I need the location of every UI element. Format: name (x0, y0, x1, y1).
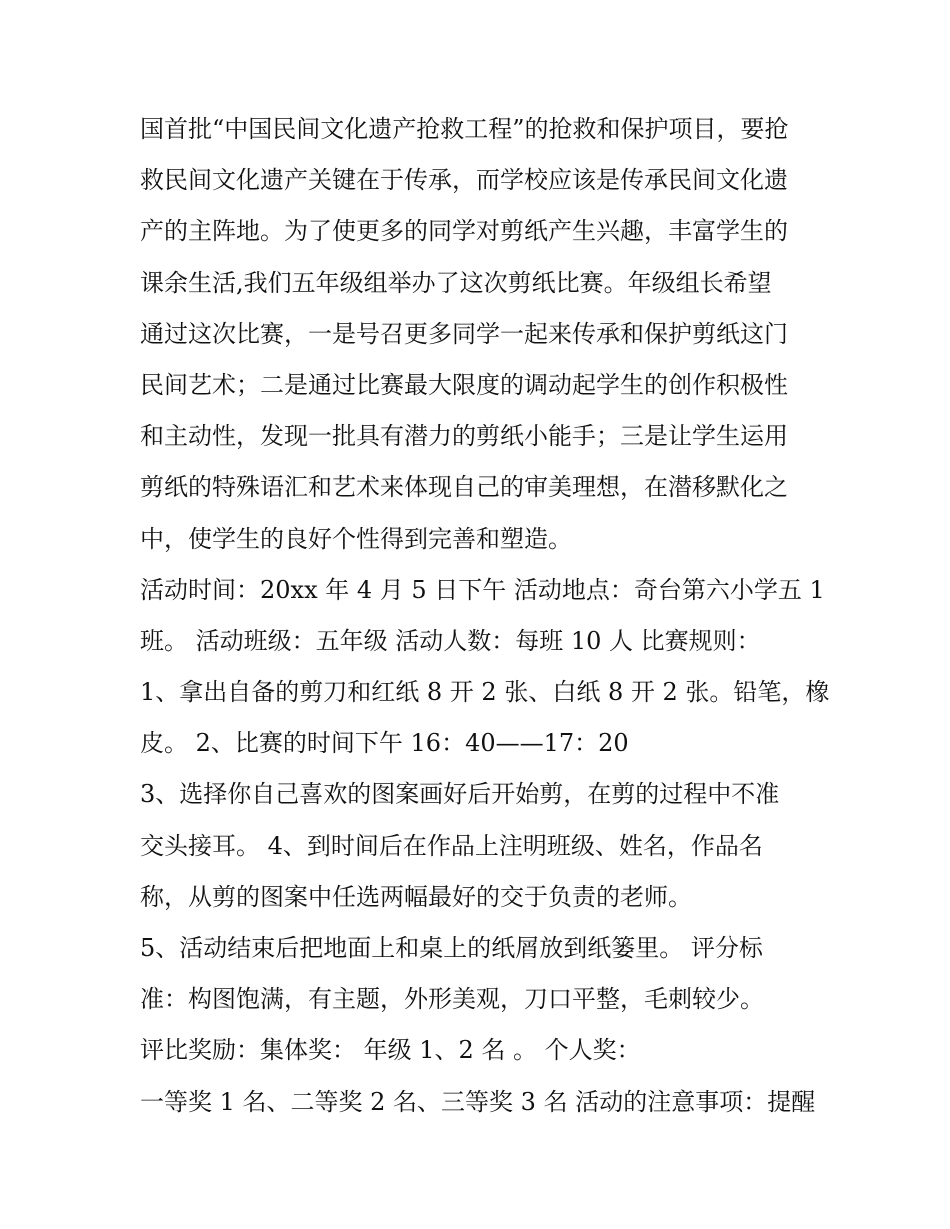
text-line: 救民间文化遗产关键在于传承，而学校应该是传承民间文化遗 (140, 166, 788, 195)
text-line: 民间艺术；二是通过比赛最大限度的调动起学生的创作积极性 (140, 370, 788, 399)
text-line: 交头接耳。 4、到时间后在作品上注明班级、姓名，作品名 (140, 831, 763, 860)
text-line: 和主动性，发现一批具有潜力的剪纸小能手；三是让学生运用 (140, 422, 788, 451)
text-line: 课余生活,我们五年级组举办了这次剪纸比赛。年级组长希望 (140, 268, 772, 297)
text-line: 3、选择你自己喜欢的图案画好后开始剪，在剪的过程中不准 (140, 780, 780, 809)
text-line: 活动时间：20xx 年 4 月 5 日下午 活动地点：奇台第六小学五 1 (140, 575, 825, 604)
text-line: 皮。 2、比赛的时间下午 16：40——17：20 (140, 729, 629, 758)
text-line: 称，从剪的图案中任选两幅最好的交于负责的老师。 (140, 882, 692, 911)
text-line: 1、拿出自备的剪刀和红纸 8 开 2 张、白纸 8 开 2 张。铅笔，橡 (140, 678, 830, 707)
text-line: 通过这次比赛，一是号召更多同学一起来传承和保护剪纸这门 (140, 319, 788, 348)
text-line: 准：构图饱满，有主题，外形美观，刀口平整，毛刺较少。 (140, 985, 764, 1014)
text-line: 评比奖励：集体奖： 年级 1、2 名 。 个人奖： (140, 1036, 641, 1065)
text-line: 中，使学生的良好个性得到完善和塑造。 (140, 524, 572, 553)
text-line: 一等奖 1 名、二等奖 2 名、三等奖 3 名 活动的注意事项：提醒 (140, 1087, 816, 1116)
text-line: 班。 活动班级：五年级 活动人数：每班 10 人 比赛规则： (140, 626, 761, 655)
text-line: 国首批“中国民间文化遗产抢救工程”的抢救和保护项目，要抢 (140, 115, 789, 143)
body-text (140, 104, 830, 1128)
text-line: 产的主阵地。为了使更多的同学对剪纸产生兴趣，丰富学生的 (140, 217, 788, 246)
text-line: 剪纸的特殊语汇和艺术来体现自己的审美理想，在潜移默化之 (140, 473, 788, 502)
text-line: 5、活动结束后把地面上和桌上的纸屑放到纸篓里。 评分标 (140, 934, 763, 962)
